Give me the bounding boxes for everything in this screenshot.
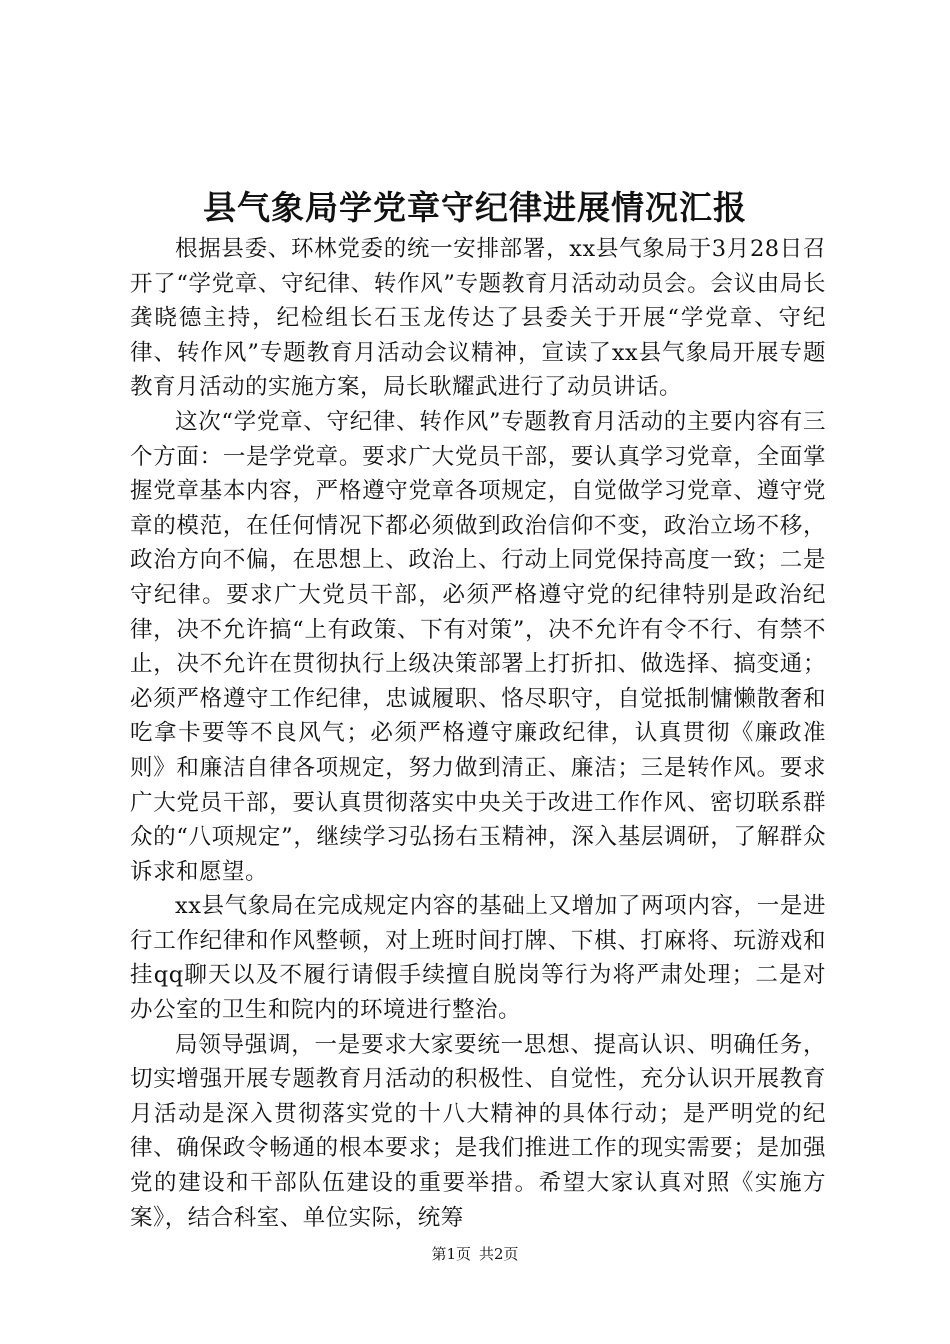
paragraph-4: 局领导强调，一是要求大家要统一思想、提高认识、明确任务，切实增强开展专题教育月活动的积极性、自觉性，充分认识开展教育月活动是深入贯彻落实党的十八大精神的具体行动；是严明党的纪律、确保政令畅通的根本要求；是我们推进工作的现实需要；是加强党的建设和干部队伍建设的重要举措。希望大家认真对照《实施方案》，结合科室、单位实际，统筹 <box>130 1031 826 1231</box>
paragraph-2: 这次“学党章、守纪律、转作风”专题教育月活动的主要内容有三个方面：一是学党章。要求广大党员干部，要认真学习党章，全面掌握党章基本内容，严格遵守党章各项规定，自觉做学习党章、遵守党章的模范，在任何情况下都必须做到政治信仰不变，政治立场不移，政治方向不偏，在思想上、政治上、行动上同党保持高度一致；二是守纪律。要求广大党员干部，必须严格遵守党的纪律特别是政治纪律，决不允许搞“上有政策、下有对策”，决不允许有令不行、有禁不止，决不允许在贯彻执行上级决策部署上打折扣、做选择、搞变通；必须严格遵守工作纪律，忠诚履职、恪尽职守，自觉抵制慵懒散奢和吃拿卡要等不良风气；必须严格遵守廉政纪律，认真贯彻《廉政准则》和廉洁自律各项规定，努力做到清正、廉洁；三是转作风。要求广大党员干部，要认真贯彻落实中央关于改进工作作风、密切联系群众的“八项规定”，继续学习弘扬右玉精神，深入基层调研，了解群众诉求和愿望。 <box>130 408 826 885</box>
paragraph-1: 根据县委、环林党委的统一安排部署，xx县气象局于3月28日召开了“学党章、守纪律、转作风”专题教育月活动动员会。会议由局长龚晓德主持，纪检组长石玉龙传达了县委关于开展“学党章、守纪律、转作风”专题教育月活动会议精神，宣读了xx县气象局开展专题教育月活动的实施方案，局长耿耀武进行了动员讲话。 <box>130 236 826 401</box>
paragraph-3: xx县气象局在完成规定内容的基础上又增加了两项内容，一是进行工作纪律和作风整顿，对上班时间打牌、下棋、打麻将、玩游戏和挂qq聊天以及不履行请假手续擅自脱岗等行为将严肃处理；二是对办公室的卫生和院内的环境进行整治。 <box>130 893 826 1024</box>
page-number-total: 共2页 <box>479 1245 519 1263</box>
document-body <box>130 232 826 1235</box>
document-title: 县气象局学党章守纪律进展情况汇报 <box>203 188 747 227</box>
page-number-current: 第1页 <box>431 1245 471 1263</box>
page-footer <box>0 1244 950 1264</box>
